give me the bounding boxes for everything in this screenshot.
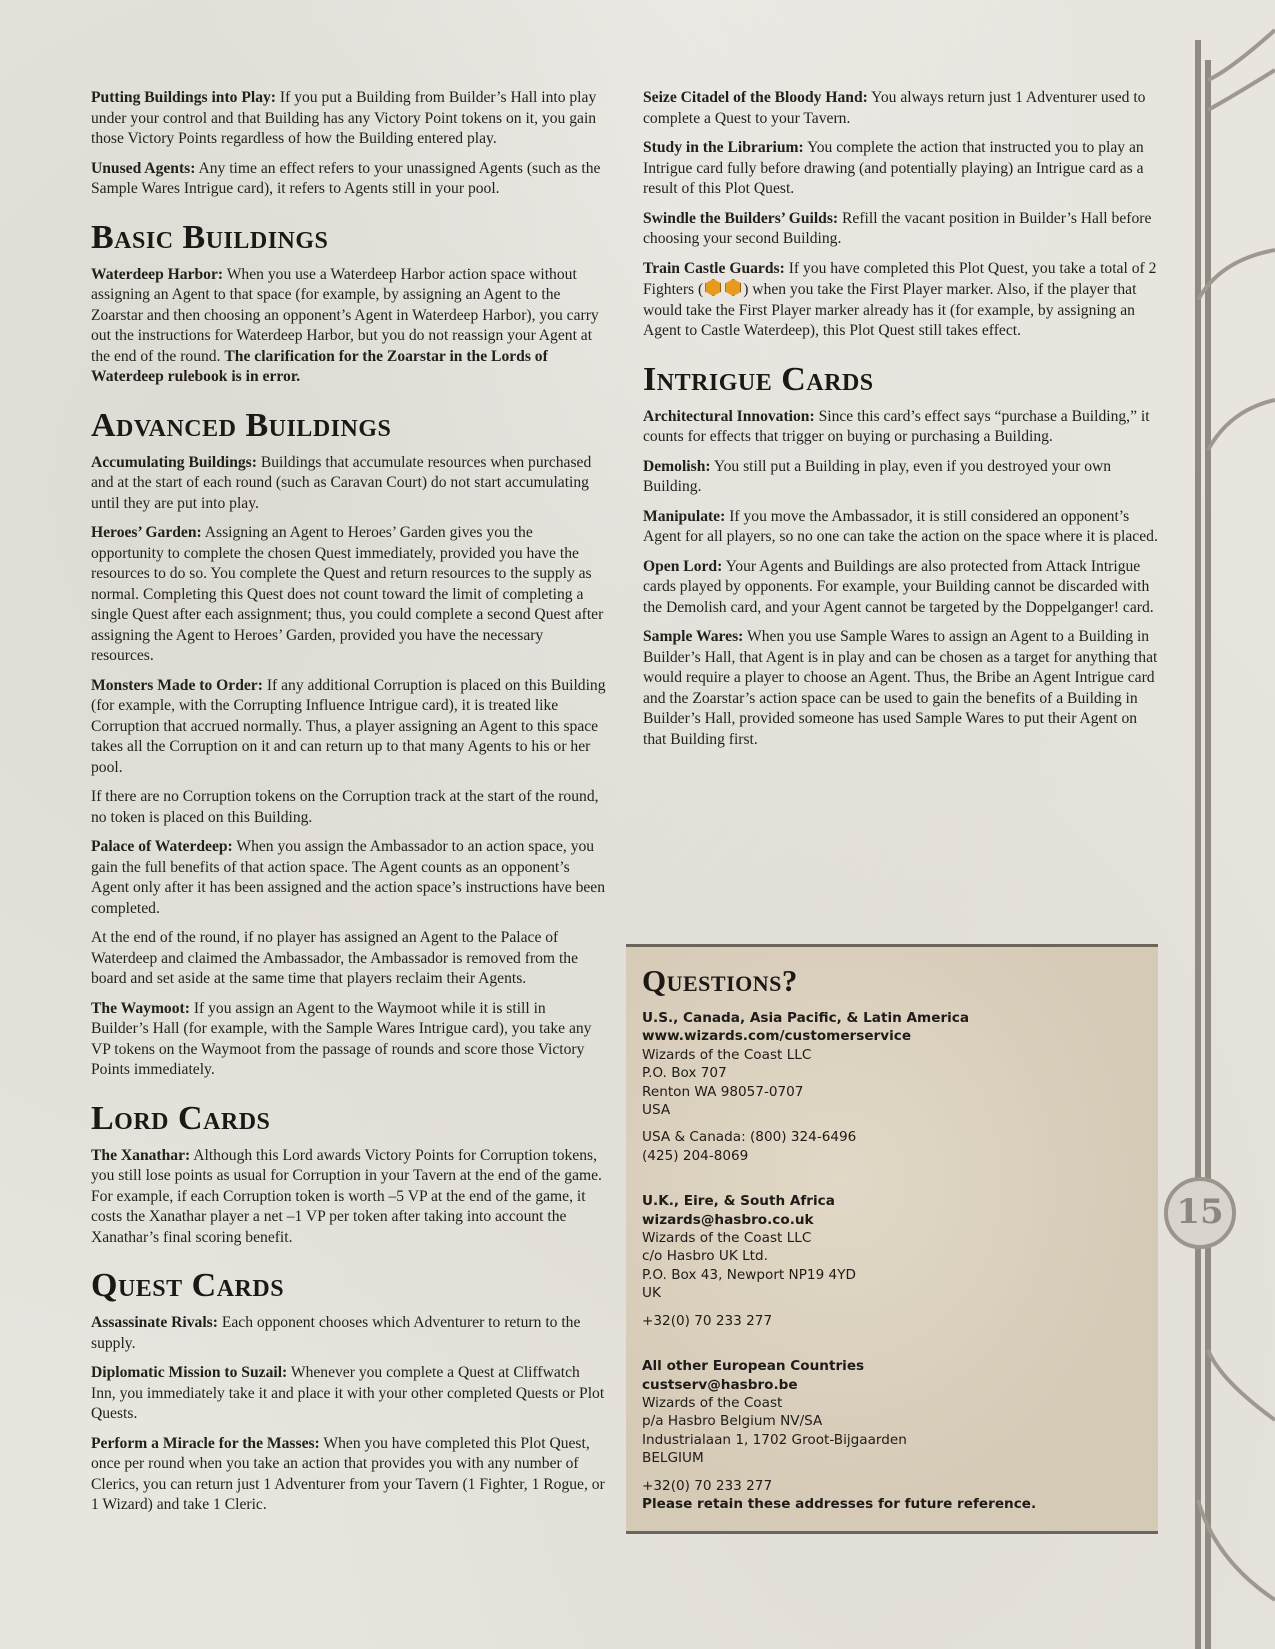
entry-title: Train Castle Guards:	[643, 259, 785, 277]
entry-text: If you put a Building from Builder’s Hall into play under your control and that Building has any Victory Point tokens on it, you gain those Victory Points regardless of how the Building entered play.	[91, 89, 597, 147]
perform-a-miracle-for-the-masses-entry	[91, 1434, 607, 1516]
entry-title: The Xanathar:	[91, 1146, 191, 1164]
retain-notice: Please retain these addresses for future reference.	[642, 1495, 1037, 1512]
contact-line: UK	[642, 1285, 661, 1302]
heroes-garden-entry	[91, 523, 607, 667]
contact-line: p/a Hasbro Belgium NV/SA	[642, 1413, 823, 1430]
entry-title: Assassinate Rivals:	[91, 1314, 218, 1331]
entry-text: Any time an effect refers to your unassigned Agents (such as the Sample Wares Intrigue card), it refers to Agents still in your pool.	[91, 159, 601, 197]
contact-block	[642, 1477, 1142, 1514]
entry-text: Since this card’s effect says “purchase a Building,” it counts for effects that trigger on buying or purchasing a Building.	[643, 407, 1150, 445]
contact-line: Renton WA 98057-0707	[642, 1083, 804, 1100]
contact-line: USA	[642, 1102, 671, 1119]
entry-text: Assigning an Agent to Heroes’ Garden gives you the opportunity to complete the chosen Quest immediately, provided you have the resources to do so. You complete the Quest and return resources to the supply as normal. Completing this Quest does not count toward the limit of completing a single Quest after each assignment; thus, you could complete a second Quest after assigning the Agent to Heroes’ Garden, provided you have the necessary resources.	[91, 524, 604, 664]
contact-block	[642, 1192, 1142, 1302]
page-number: 15	[1164, 1177, 1236, 1249]
study-in-the-librarium-entry	[643, 138, 1163, 200]
entry-text: Buildings that accumulate resources when purchased and at the start of each round (such as Caravan Court) do not start accumulating until they are put into play.	[91, 453, 592, 512]
accumulating-buildings-entry	[91, 453, 607, 515]
contact-heading-line: All other European Countries	[642, 1358, 865, 1375]
entry-title: Architectural Innovation:	[643, 407, 815, 425]
fighter-cube-icon	[725, 279, 741, 296]
contact-line: c/o Hasbro UK Ltd.	[642, 1248, 768, 1265]
contact-block	[642, 1357, 1142, 1467]
entry-text: You still put a Building in play, even if you destroyed your own Building.	[643, 457, 1112, 495]
entry-title: Demolish:	[643, 457, 711, 475]
architectural-innovation-entry	[643, 407, 1163, 448]
contact-block	[642, 1009, 1142, 1119]
contact-line: Industrialaan 1, 1702 Groot-Bijgaarden	[642, 1431, 907, 1448]
manipulate-entry	[643, 507, 1163, 548]
entry-emphasis: The clarification for the Zoarstar in the Lords of Waterdeep rulebook is in error.	[91, 347, 548, 385]
palace-of-waterdeep-entry	[91, 837, 607, 919]
entry-title: Perform a Miracle for the Masses:	[91, 1434, 320, 1452]
entry-text: If there are no Corruption tokens on the Corruption track at the start of the round, no token is placed on this Building.	[91, 788, 599, 826]
contact-heading-line: www.wizards.com/customerservice	[642, 1028, 912, 1045]
contact-line: P.O. Box 43, Newport NP19 4YD	[642, 1266, 856, 1283]
contact-line: Wizards of the Coast	[642, 1394, 783, 1411]
entry-title: Palace of Waterdeep:	[91, 838, 233, 855]
contact-line: Wizards of the Coast LLC	[642, 1230, 812, 1247]
the-xanathar-entry	[91, 1146, 607, 1249]
left-column	[91, 88, 607, 1525]
entry-text: Each opponent chooses which Adventurer to return to the supply.	[91, 1314, 581, 1352]
train-castle-guards-entry	[643, 259, 1163, 342]
contact-heading-line: U.S., Canada, Asia Pacific, & Latin America	[642, 1010, 970, 1026]
entry-title: Unused Agents:	[91, 159, 196, 177]
entry-title: Waterdeep Harbor:	[91, 265, 224, 283]
waterdeep-harbor-entry	[91, 265, 607, 388]
entry-title: Sample Wares:	[643, 628, 744, 645]
entry-text: You always return just 1 Adventurer used to complete a Quest to your Tavern.	[643, 89, 1146, 127]
entry-text: You complete the action that instructed you to play an Intrigue card fully before drawing (and potentially playing) an Intrigue card as a result of this Plot Quest.	[643, 139, 1144, 197]
entry-title: Accumulating Buildings:	[91, 453, 257, 471]
contact-block	[642, 1128, 1142, 1183]
entry-text: When you use Sample Wares to assign an Agent to a Building in Builder’s Hall, that Agent is in play and can be chosen as a target for anything that would require a player to choose an Agent. Thus, the Bribe an Agent Intrigue card and the Zoarstar’s action space can be used to gain the benefits of a Building in Builder’s Hall, provided someone has used Sample Wares to put their Agent on that Building first.	[643, 628, 1158, 748]
entry-text: Refill the vacant position in Builder’s Hall before choosing your second Building.	[643, 209, 1152, 247]
entry-text: If any additional Corruption is placed on this Building (for example, with the Corrupting Influence Intrigue card), it is treated like Corruption that accrued normally. Thus, a player assigning an Agent to this space takes all the Corruption on it and can return up to that many Agents to his or her pool.	[91, 676, 606, 776]
contact-line: (425) 204-8069	[642, 1147, 749, 1164]
diplomatic-mission-to-suzail-entry	[91, 1363, 607, 1425]
entry-title: Diplomatic Mission to Suzail:	[91, 1364, 288, 1381]
continuation-entry	[91, 787, 607, 828]
entry-text: At the end of the round, if no player has assigned an Agent to the Palace of Waterdeep and claimed the Ambassador, the Ambassador is removed from the board and set aside at the same time that players reclaim their Agents.	[91, 929, 579, 987]
fighter-cube-icon	[705, 279, 721, 296]
monsters-made-to-order-entry	[91, 676, 607, 779]
basic-buildings-heading: Basic Buildings	[91, 218, 329, 256]
sample-wares-entry	[643, 627, 1163, 750]
entry-title: Study in the Librarium:	[643, 139, 804, 156]
contact-line: Wizards of the Coast LLC	[642, 1046, 812, 1063]
decorative-border-ornament	[1180, 0, 1275, 1649]
entry-text: If you move the Ambassador, it is still considered an opponent’s Agent for all players, so no one can take the action on the space where it is placed.	[643, 507, 1158, 545]
lord-cards-heading: Lord Cards	[91, 1099, 271, 1137]
contact-heading-line: wizards@hasbro.co.uk	[642, 1211, 814, 1228]
contact-line: P.O. Box 707	[642, 1065, 727, 1082]
entry-text: Your Agents and Buildings are also protected from Attack Intrigue cards played by opponents. For example, your Building cannot be discarded with the Demolish card, and your Agent cannot be targeted by the Doppelganger! card.	[643, 557, 1154, 616]
quest-cards-heading: Quest Cards	[91, 1267, 285, 1304]
contact-heading-line: custserv@hasbro.be	[642, 1376, 798, 1393]
entry-title: Manipulate:	[643, 507, 726, 525]
contact-line: USA & Canada: (800) 324-6496	[642, 1129, 857, 1146]
questions-heading: Questions?	[642, 963, 798, 998]
entry-title: Seize Citadel of the Bloody Hand:	[643, 89, 868, 106]
advanced-buildings-heading: Advanced Buildings	[91, 406, 392, 444]
contact-line: +32(0) 70 233 277	[642, 1312, 773, 1329]
entry-text: ) when you take the First Player marker. Also, if the player that would take the First Player marker already has it (for example, by assigning an Agent to Castle Waterdeep), this Plot Quest still takes effect.	[643, 281, 1137, 339]
entry-title: Swindle the Builders’ Guilds:	[643, 209, 839, 227]
contact-line: +32(0) 70 233 277	[642, 1477, 773, 1494]
intrigue-cards-heading: Intrigue Cards	[643, 360, 874, 398]
demolish-entry	[643, 457, 1163, 498]
entry-text: If you have completed this Plot Quest, you take a total of 2 Fighters (	[643, 259, 1157, 298]
contact-block	[642, 1312, 1142, 1348]
entry-title: Monsters Made to Order:	[91, 676, 263, 694]
unused-agents-entry	[91, 159, 607, 200]
contact-line: BELGIUM	[642, 1450, 704, 1467]
entry-text: If you assign an Agent to the Waymoot while it is still in Builder’s Hall (for example, with the Sample Wares Intrigue card), you take any VP tokens on the Waymoot from the passage of rounds and score those Victory Points immediately.	[91, 999, 592, 1078]
questions-panel	[626, 944, 1158, 1534]
entry-text: When you use a Waterdeep Harbor action space without assigning an Agent to that space (for example, by assigning an Agent to the Zoarstar and then choosing an opponent’s Agent in Waterdeep Harbor), you carry out the instructions for Waterdeep Harbor, but you do not reassign your Agent at the end of the round.	[91, 265, 599, 365]
continuation-entry	[91, 928, 607, 990]
entry-text: When you assign the Ambassador to an action space, you gain the full benefits of that action space. The Agent counts as an opponent’s Agent only after it has been assigned and the action space’s instructions have been completed.	[91, 838, 605, 917]
open-lord-entry	[643, 557, 1163, 619]
entry-text: Although this Lord awards Victory Points for Corruption tokens, you still lose points as usual for Corruption in your Tavern at the end of the game. For example, if each Corruption token is worth –5 VP at the end of the game, it costs the Xanathar player a net –1 VP per token after taking into account the Xanathar’s final scoring benefit.	[91, 1146, 602, 1246]
swindle-the-builders-guilds-entry	[643, 209, 1163, 250]
entry-title: Open Lord:	[643, 557, 723, 575]
entry-title: The Waymoot:	[91, 999, 190, 1017]
questions-body	[642, 1009, 1142, 1513]
right-column	[643, 88, 1163, 759]
assassinate-rivals-entry	[91, 1313, 607, 1354]
seize-citadel-of-the-bloody-hand-entry	[643, 88, 1163, 129]
entry-text: When you have completed this Plot Quest, once per round when you take an action that provides you with any number of Clerics, you can return just 1 Adventurer from your Tavern (1 Fighter, 1 Rogue, or 1 Wizard) and take 1 Cleric.	[91, 1434, 605, 1513]
the-waymoot-entry	[91, 999, 607, 1081]
entry-title: Heroes’ Garden:	[91, 524, 202, 541]
entry-text: Whenever you complete a Quest at Cliffwatch Inn, you immediately take it and place it with your other completed Quests or Plot Quests.	[91, 1364, 605, 1422]
contact-heading-line: U.K., Eire, & South Africa	[642, 1193, 835, 1210]
putting-buildings-into-play-entry	[91, 88, 607, 150]
entry-title: Putting Buildings into Play:	[91, 89, 277, 106]
